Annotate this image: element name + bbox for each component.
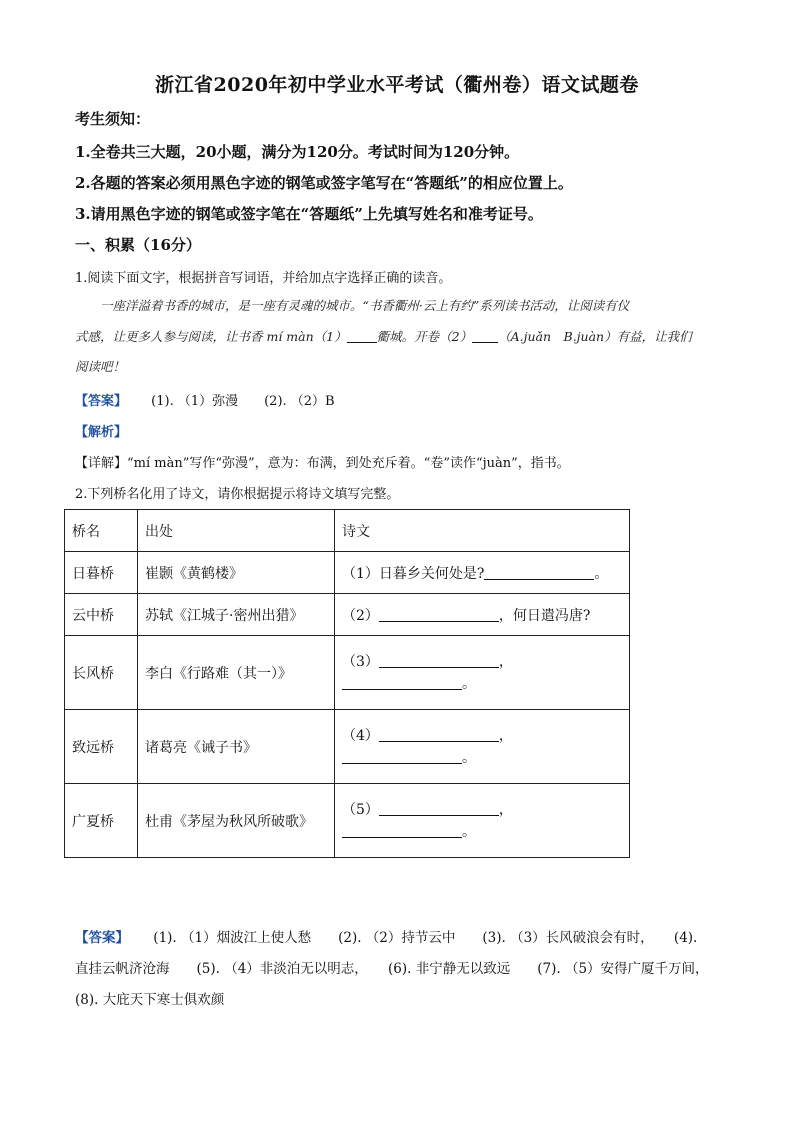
section-heading: 一、积累（16分）	[75, 236, 201, 254]
table-row	[65, 552, 630, 594]
poem-cell	[335, 784, 630, 858]
passage-text: （A.juǎn B.juàn）有益，让我们	[498, 329, 692, 344]
poem-text: 。	[462, 823, 476, 840]
fill-blank[interactable]	[379, 607, 499, 622]
answer-text: 直挂云帆济沧海 (5). （4）非淡泊无以明志， (6). 非宁静无以致远 (7). （5）安得广厦千万间，	[75, 961, 709, 977]
passage-line: 阅读吧！	[75, 359, 126, 374]
fill-blank[interactable]	[342, 823, 462, 838]
poem-text: ，	[498, 653, 513, 670]
poem-text: 。	[594, 565, 609, 582]
poem-text: （3）	[342, 653, 379, 670]
bridge-name: 广夏桥	[65, 784, 138, 858]
question-prompt: 2.下列桥名化用了诗文，请你根据提示将诗文填写完整。	[75, 487, 400, 502]
analysis-tag: 【解析】	[75, 425, 128, 440]
source-cell: 诸葛亮《诫子书》	[138, 710, 335, 784]
notice-item: 2.各题的答案必须用黑色字迹的钢笔或签字笔写在“答题纸”的相应位置上。	[75, 174, 573, 192]
fill-blank[interactable]	[484, 565, 594, 580]
table-row	[65, 636, 630, 710]
poem-text: ，	[498, 727, 513, 744]
detail-tag: 【详解】	[75, 456, 128, 471]
answer-text: (1). （1）弥漫 (2). （2）B	[151, 394, 335, 409]
source-cell: 杜甫《茅屋为秋风所破歌》	[138, 784, 335, 858]
poem-text: （5）	[342, 801, 379, 818]
source-cell: 李白《行路难（其一）》	[138, 636, 335, 710]
table-row	[65, 784, 630, 858]
poem-text: （4）	[342, 727, 379, 744]
fill-blank[interactable]	[347, 328, 377, 343]
answer-block	[75, 390, 335, 409]
fill-blank[interactable]	[379, 801, 499, 816]
passage-text: 衢城。开卷（2）	[376, 329, 473, 344]
fill-blank[interactable]	[342, 675, 462, 690]
poem-text: ，	[498, 801, 513, 818]
fill-blank[interactable]	[379, 653, 499, 668]
question-prompt: 1.阅读下面文字，根据拼音写词语，并给加点字选择正确的读音。	[75, 271, 452, 286]
answer-text: (8). 大庇天下寒士俱欢颜	[75, 992, 225, 1008]
poem-cell	[335, 594, 630, 636]
notice-item: 3.请用黑色字迹的钢笔或签字笔在“答题纸”上先填写姓名和准考证号。	[75, 205, 543, 223]
detail-text: “mí màn”写作“弥漫”，意为：布满，到处充斥着。“卷”读作“juàn”，指书。	[127, 456, 570, 471]
fill-blank[interactable]	[342, 749, 462, 764]
detail-block	[75, 452, 570, 471]
header-cell: 桥名	[65, 510, 138, 552]
answer-tag: 【答案】	[75, 930, 129, 946]
bridge-name: 致远桥	[65, 710, 138, 784]
poem-text: 。	[462, 675, 476, 692]
fill-blank[interactable]	[379, 727, 499, 742]
table-header-row	[65, 510, 630, 552]
header-cell: 出处	[138, 510, 335, 552]
passage-line: 一座洋溢着书香的城市，是一座有灵魂的城市。“书香衢州·云上有约”系列读书活动，让阅读有仪	[100, 298, 630, 313]
poem-text: （1）日暮乡关何处是?	[342, 565, 485, 582]
passage-line	[75, 327, 692, 347]
poem-cell	[335, 552, 630, 594]
table-row	[65, 594, 630, 636]
poem-text: ，何日遣冯唐?	[498, 607, 591, 624]
answer-text: (1). （1）烟波江上使人愁 (2). （2）持节云中 (3). （3）长风破浪会有时， (4).	[153, 930, 698, 946]
fill-blank[interactable]	[472, 328, 498, 343]
poetry-table	[64, 509, 630, 858]
source-cell: 苏轼《江城子·密州出猎》	[138, 594, 335, 636]
answer-tag: 【答案】	[75, 394, 128, 409]
poem-text: 。	[462, 749, 476, 766]
source-cell: 崔颢《黄鹤楼》	[138, 552, 335, 594]
passage-text: 式感，让更多人参与阅读，让书香 mí màn（1）	[75, 329, 347, 344]
bridge-name: 云中桥	[65, 594, 138, 636]
poem-cell	[335, 636, 630, 710]
poem-text: （2）	[342, 607, 379, 624]
table-row	[65, 710, 630, 784]
bridge-name: 长风桥	[65, 636, 138, 710]
notice-item: 1.全卷共三大题，20小题，满分为120分。考试时间为120分钟。	[75, 143, 520, 161]
answer-block	[75, 926, 697, 946]
header-cell: 诗文	[335, 510, 630, 552]
page-title: 浙江省2020年初中学业水平考试（衢州卷）语文试题卷	[155, 74, 639, 96]
poem-cell	[335, 710, 630, 784]
notice-heading: 考生须知：	[75, 110, 151, 128]
bridge-name: 日暮桥	[65, 552, 138, 594]
